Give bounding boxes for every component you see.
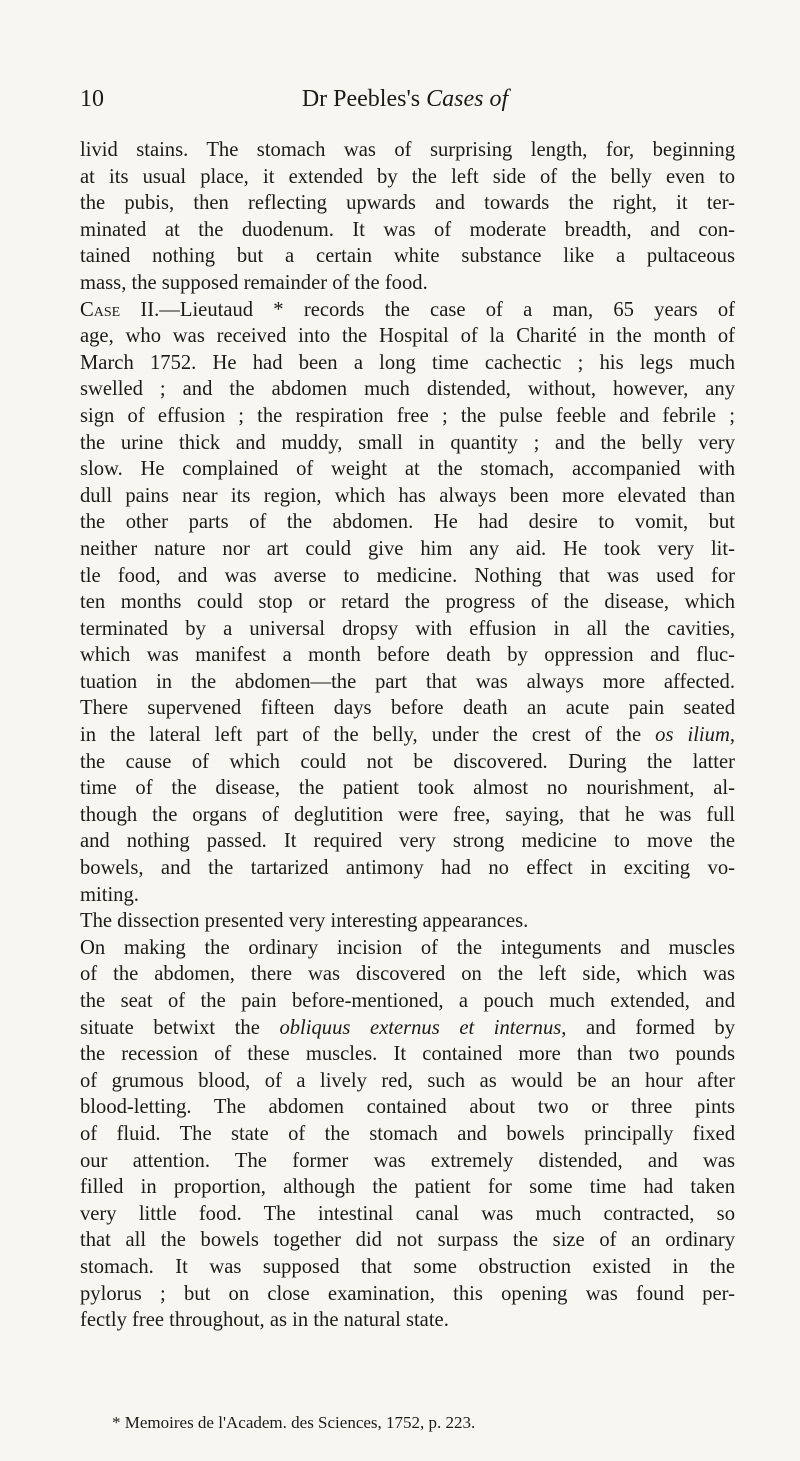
obliquus-term: obliquus externus et internus: [279, 1016, 562, 1039]
text-line: stomach. It was supposed that some obstruction existed in the: [80, 1255, 735, 1278]
text-line: the seat of the pain before-mentioned, a pouch much extended, and: [80, 990, 735, 1012]
text-line: the other parts of the abdomen. He had desire to vomit, but: [80, 511, 735, 534]
text-line: March 1752. He had been a long time cachectic ; his legs much: [80, 351, 735, 374]
ilium-line: in the lateral left part of the belly, under the crest of the os ilium,: [80, 724, 735, 747]
text-line: dull pains near its region, which has always been more elevated than: [80, 484, 735, 507]
text-line: livid stains. The stomach was of surprising length, for, beginning: [80, 139, 735, 161]
running-title: [80, 86, 730, 113]
text-line: The dissection presented very interesting appearances.: [80, 910, 529, 933]
text-line: sign of effusion ; the respiration free ; the pulse feeble and febrile ;: [80, 404, 735, 427]
text-line: swelled ; and the abdomen much distended, without, however, any: [80, 378, 735, 401]
text-line: and nothing passed. It required very strong medicine to move the: [80, 830, 735, 853]
text-line: age, who was received into the Hospital of la Charité in the month of: [80, 325, 735, 348]
text-line: filled in proportion, although the patient for some time had taken: [80, 1176, 735, 1199]
case-label: Case II.: [80, 298, 160, 321]
text-line: On making the ordinary incision of the integuments and muscles: [80, 936, 735, 959]
text-line: our attention. The former was extremely distended, and was: [80, 1149, 735, 1172]
text-line: ten months could stop or retard the progress of the disease, which: [80, 591, 735, 614]
text-line: slow. He complained of weight at the stomach, accompanied with: [80, 458, 735, 481]
text-line: that all the bowels together did not surpass the size of an ordinary: [80, 1229, 735, 1252]
case-line-text: —Lieutaud * records the case of a man, 65 years of: [159, 298, 735, 321]
text-line: bowels, and the tartarized antimony had no effect in exciting vo-: [80, 857, 735, 880]
text-line: There supervened fifteen days before death an acute pain seated: [80, 697, 735, 720]
text-line: fectly free throughout, as in the natural state.: [80, 1309, 449, 1332]
text-line: terminated by a universal dropsy with effusion in all the cavities,: [80, 617, 735, 640]
text-line: the cause of which could not be discovered. During the latter: [80, 750, 735, 773]
running-title-italic: Cases of: [426, 86, 509, 112]
text-line: the urine thick and muddy, small in quantity ; and the belly very: [80, 431, 735, 454]
text-line: though the organs of deglutition were free, saying, that he was full: [80, 803, 735, 826]
text-line: which was manifest a month before death by oppression and fluc-: [80, 644, 735, 667]
text-line: at its usual place, it extended by the left side of the belly even to: [80, 165, 735, 188]
text-line: tained nothing but a certain white substance like a pultaceous: [80, 245, 735, 268]
text-line: mass, the supposed remainder of the food.: [80, 271, 428, 294]
text-line: the pubis, then reflecting upwards and towards the right, it ter-: [80, 192, 735, 215]
case-heading-line: [80, 297, 735, 324]
text-line: the recession of these muscles. It contained more than two pounds: [80, 1043, 735, 1066]
text-line: of the abdomen, there was discovered on the left side, which was: [80, 963, 735, 986]
text-line: tuation in the abdomen—the part that was always more affected.: [80, 670, 735, 693]
text-line: very little food. The intestinal canal was much contracted, so: [80, 1202, 735, 1225]
page-number: 10: [80, 86, 104, 112]
footnote: * Memoires de l'Academ. des Sciences, 1752, p. 223.: [112, 1413, 476, 1432]
text-line: blood-letting. The abdomen contained about two or three pints: [80, 1096, 735, 1119]
text-line: minated at the duodenum. It was of moderate breadth, and con-: [80, 218, 735, 241]
body-text: [80, 137, 735, 1334]
obliquus-line: situate betwixt the obliquus externus et internus, and formed by: [80, 1016, 735, 1039]
text-line: miting.: [80, 883, 139, 906]
text-line: tle food, and was averse to medicine. Nothing that was used for: [80, 564, 735, 587]
text-line: time of the disease, the patient took almost no nourishment, al-: [80, 777, 735, 800]
text-line: pylorus ; but on close examination, this opening was found per-: [80, 1282, 735, 1305]
os-ilium-term: os ilium: [655, 724, 730, 747]
text-line: of grumous blood, of a lively red, such as would be an hour after: [80, 1069, 735, 1092]
page-header: [80, 86, 730, 120]
text-line: neither nature nor art could give him any aid. He took very lit-: [80, 537, 735, 560]
text-line: of fluid. The state of the stomach and bowels principally fixed: [80, 1122, 735, 1145]
running-title-plain: Dr Peebles's: [301, 86, 427, 112]
